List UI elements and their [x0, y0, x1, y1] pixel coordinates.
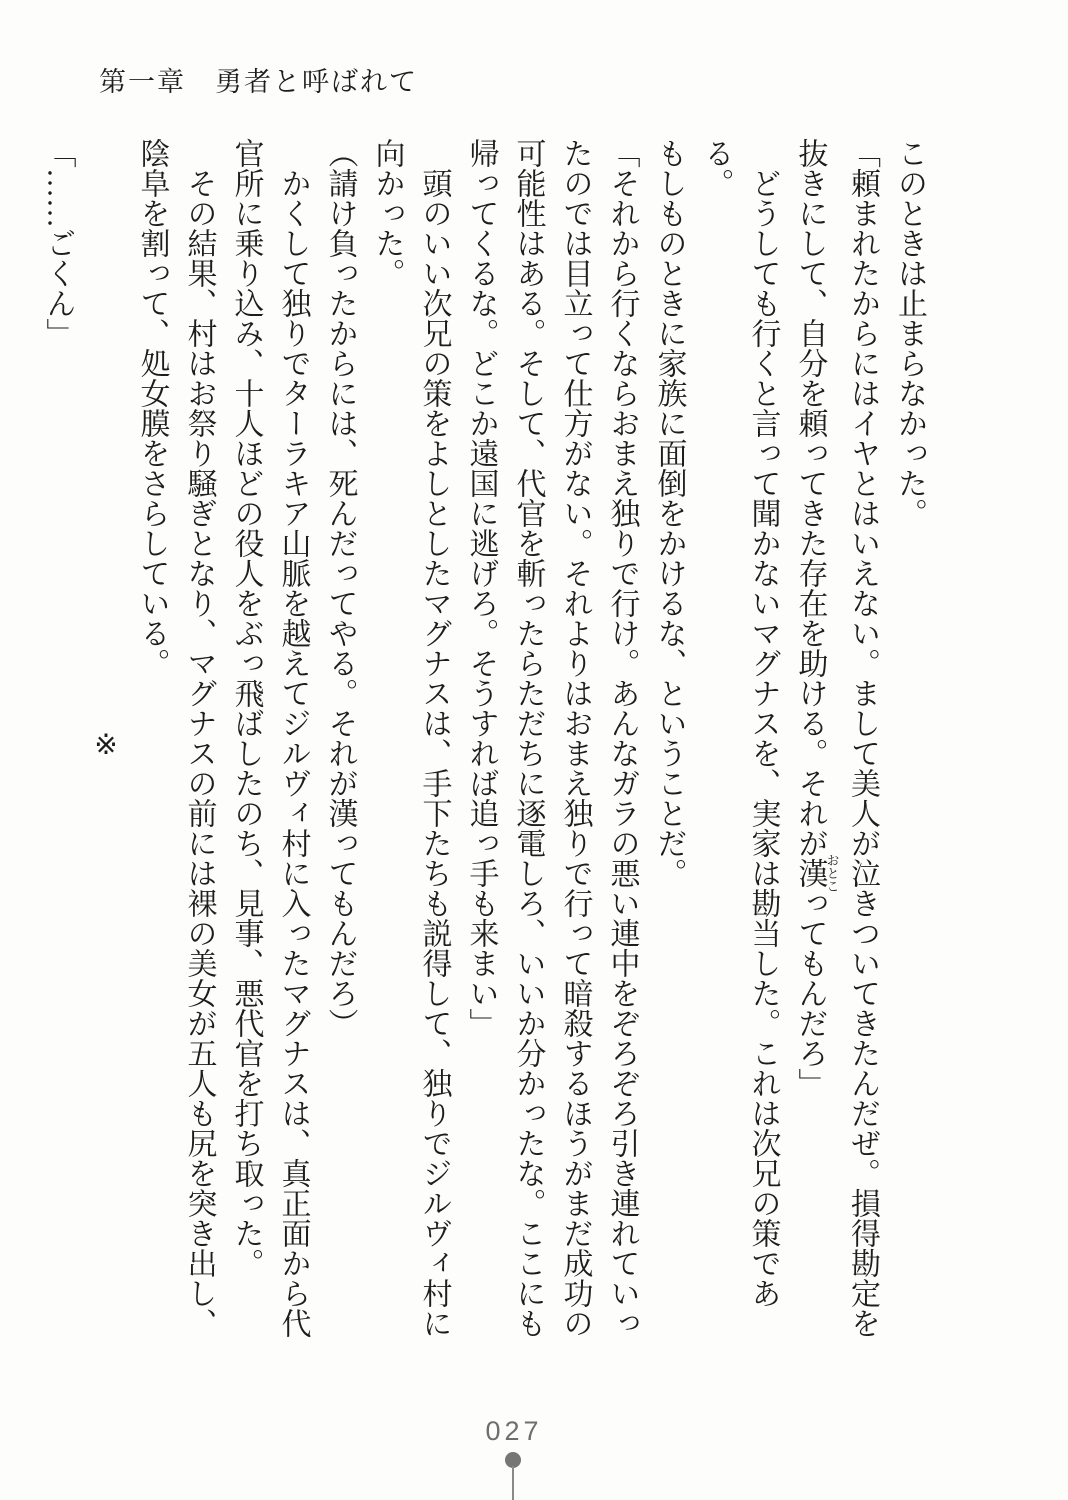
chapter-header: 第一章 勇者と呼ばれて: [99, 67, 418, 97]
page-marker-line: [512, 1466, 514, 1500]
text-column: （請け負ったからには、死んだってやる。それが漢ってもんだろ）: [323, 138, 357, 1038]
ruby-base: 漢: [793, 853, 827, 893]
text-segment: 抜きにして、自分を頼ってきた存在を助ける。それが: [793, 138, 827, 858]
text-segment: ってもんだろ」: [793, 888, 827, 1098]
text-column: このときは止まらなかった。: [893, 138, 926, 528]
text-column: 「それから行くならおまえ独りで行け。あんなガラの悪い連中をぞろぞろ引き連れていっ: [605, 138, 639, 1338]
ruby-annotation: [793, 853, 840, 893]
text-column: もしものときに家族に面倒をかけるな、ということだ。: [652, 138, 686, 888]
text-column-with-ruby: [787, 138, 840, 1350]
text-column: 官所に乗り込み、十人ほどの役人をぶっ飛ばしたのち、見事、悪代官を打ち取った。: [229, 138, 263, 1278]
text-column: 陰阜を割って、処女膜をさらしている。: [135, 138, 169, 678]
text-column: 可能性はある。そして、代官を斬ったらただちに逐電しろ、いいか分かったな。ここにも: [511, 138, 545, 1338]
section-separator: ※: [89, 727, 121, 761]
text-column: 帰ってくるな。どこか遠国に逃げろ。そうすれば追っ手も来まい」: [464, 138, 498, 1038]
text-column: その結果、村はお祭り騒ぎとなり、マグナスの前には裸の美女が五人も尻を突き出し、: [182, 168, 216, 1338]
body-text: [35, 138, 934, 1350]
ruby-text: おとこ: [824, 853, 840, 893]
text-column: かくして独りでターラキア山脈を越えてジルヴィ村に入ったマグナスは、真正面から代: [276, 168, 310, 1338]
text-column: 頭のいい次兄の策をよしとしたマグナスは、手下たちも説得して、独りでジルヴィ村に: [417, 168, 451, 1338]
text-column: 「頼まれたからにはイヤとはいえない。まして美人が泣きついてきたんだぜ。損得勘定を: [846, 138, 879, 1338]
text-column: どうしても行くと言って聞かないマグナスを、実家は勘当した。これは次兄の策である。: [699, 138, 780, 1308]
text-column: 「……ごくん」: [41, 138, 75, 348]
text-column: 向かった。: [370, 138, 404, 288]
text-column: たのでは目立って仕方がない。それよりはおまえ独りで行って暗殺するほうがまだ成功の: [558, 138, 592, 1338]
page-number: 027: [485, 1416, 543, 1446]
